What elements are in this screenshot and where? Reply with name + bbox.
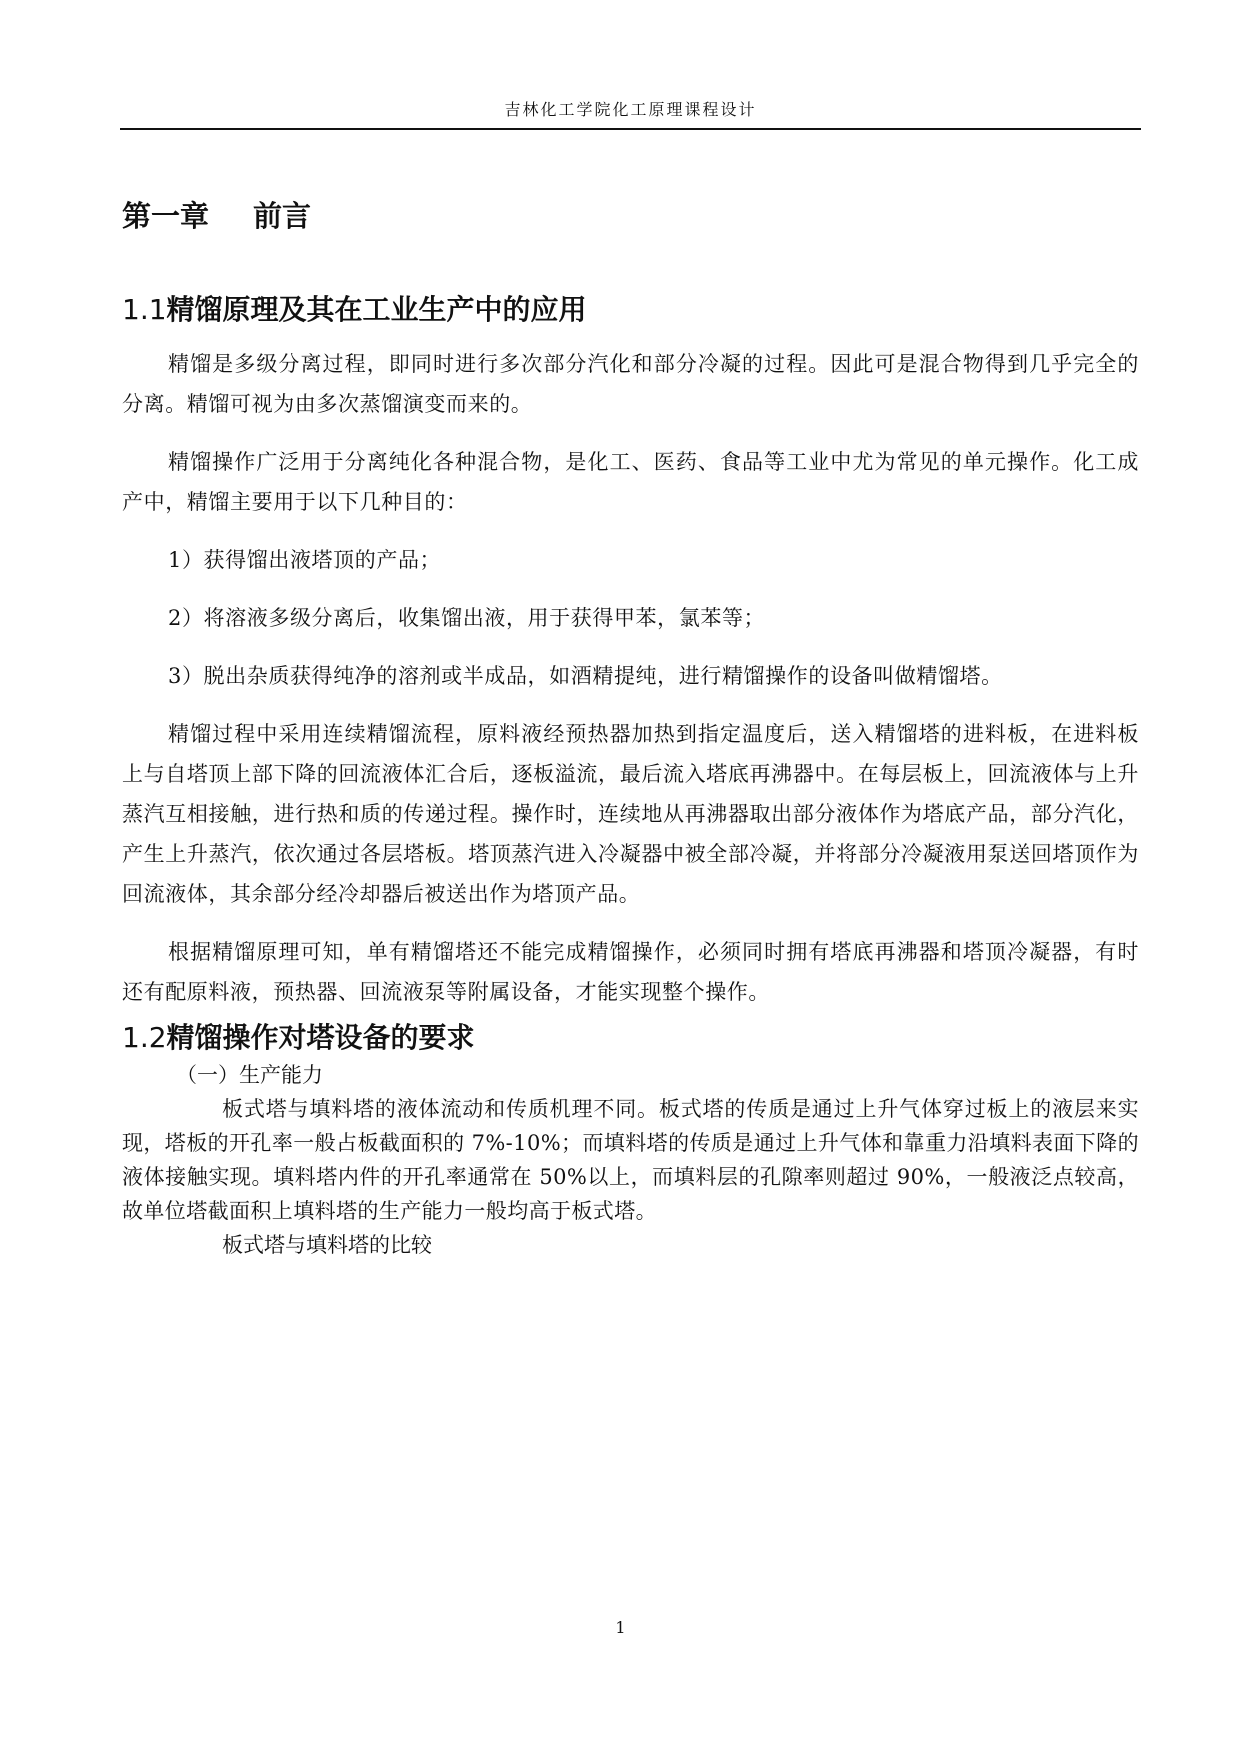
list-item: 3）脱出杂质获得纯净的溶剂或半成品，如酒精提纯，进行精馏操作的设备叫做精馏塔。: [168, 664, 1003, 688]
paragraph: 板式塔与填料塔的液体流动和传质机理不同。板式塔的传质是通过上升气体穿过板上的液层来实现，塔板的开孔率一般占板截面积的 7%-10%；而填料塔的传质是通过上升气体和靠重力沿填料表面下降的液体接触实现。填料塔内件的开孔率通常在 50%以上，而填料层的孔隙率则超过 90%，一般液泛点较高，故单位塔截面积上填料塔的生产能力一般均高于板式塔。: [122, 1097, 1139, 1223]
page-number: 1: [615, 1618, 626, 1637]
section-name: 精馏操作对塔设备的要求: [166, 1021, 475, 1054]
section-number: 1.2: [122, 1021, 167, 1054]
list-item: 1）获得馏出液塔顶的产品；: [168, 548, 442, 572]
list-item: 2）将溶液多级分离后，收集馏出液，用于获得甲苯，氯苯等；: [168, 606, 766, 630]
document-body: [122, 196, 1139, 1262]
header-title: 吉林化工学院化工原理课程设计: [504, 100, 757, 119]
chapter-title: [122, 196, 1139, 236]
page-header: [120, 96, 1141, 130]
chapter-number: 第一章: [122, 199, 210, 233]
paragraph: 精馏过程中采用连续精馏流程，原料液经预热器加热到指定温度后，送入精馏塔的进料板，在进料板上与自塔顶上部下降的回流液体汇合后，逐板溢流，最后流入塔底再沸器中。在每层板上，回流液体与上升蒸汽互相接触，进行热和质的传递过程。操作时，连续地从再沸器取出部分液体作为塔底产品，部分汽化，产生上升蒸汽，依次通过各层塔板。塔顶蒸汽进入冷凝器中被全部冷凝，并将部分冷凝液用泵送回塔顶作为回流液体，其余部分经冷却器后被送出作为塔顶产品。: [122, 722, 1139, 906]
paragraph: 板式塔与填料塔的比较: [222, 1233, 432, 1257]
paragraph: 精馏是多级分离过程，即同时进行多次部分汽化和部分冷凝的过程。因此可是混合物得到几乎完全的分离。精馏可视为由多次蒸馏演变而来的。: [122, 352, 1139, 416]
section-title-1-2: [122, 1018, 1139, 1058]
chapter-name: 前言: [253, 199, 312, 233]
section-number: 1.1: [122, 293, 167, 326]
section-name: 精馏原理及其在工业生产中的应用: [166, 293, 587, 326]
section-title-1-1: [122, 290, 1139, 330]
paragraph: 根据精馏原理可知，单有精馏塔还不能完成精馏操作，必须同时拥有塔底再沸器和塔顶冷凝器，有时还有配原料液，预热器、回流液泵等附属设备，才能实现整个操作。: [122, 940, 1139, 1004]
sub-heading: （一）生产能力: [176, 1063, 323, 1087]
paragraph: 精馏操作广泛用于分离纯化各种混合物，是化工、医药、食品等工业中尤为常见的单元操作。化工成产中，精馏主要用于以下几种目的：: [122, 450, 1139, 514]
